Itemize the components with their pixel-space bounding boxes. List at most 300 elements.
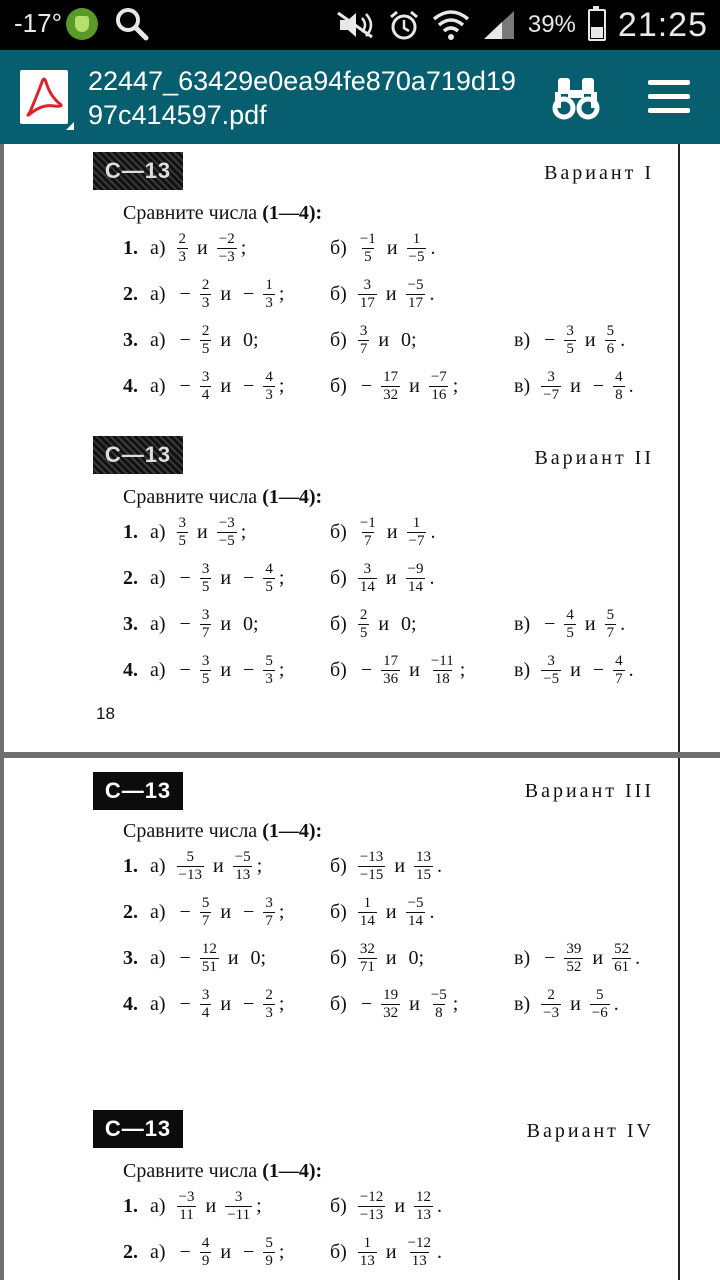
fraction (381, 369, 400, 404)
exercise-number: 1. (123, 1195, 138, 1217)
part-label: а) (150, 900, 166, 923)
numerator: 5 (606, 322, 615, 339)
fraction (429, 369, 449, 404)
document-title: 22447_63429e0ea94fe870a719d1997c414597.pdf (88, 66, 516, 130)
denominator: 7 (201, 912, 210, 929)
math-symbol: . (620, 612, 626, 635)
exercise-number: 3. (123, 947, 138, 969)
math-symbol: ; (452, 374, 459, 397)
exercise-row (4, 364, 674, 408)
denominator: 7 (265, 912, 273, 929)
fraction (233, 849, 253, 884)
exercise-part (150, 510, 246, 554)
fraction (263, 1235, 275, 1270)
overflow-indicator (66, 122, 74, 130)
numerator: 17 (383, 368, 399, 385)
denominator: 36 (383, 670, 399, 687)
variant-title: Вариант II (534, 447, 654, 469)
part-label: б) (330, 1240, 347, 1263)
exercise-part (330, 556, 435, 600)
exercise-number: 3. (123, 613, 138, 635)
denominator: −13 (359, 1206, 384, 1223)
denominator: 7 (201, 624, 210, 641)
numerator: −3 (218, 514, 235, 531)
fraction (564, 941, 583, 976)
math-symbol: . (635, 946, 641, 969)
part-label: б) (330, 658, 347, 681)
conjunction: и (197, 236, 208, 259)
menu-icon[interactable] (648, 80, 690, 114)
fraction (200, 369, 212, 404)
numerator: 2 (265, 986, 273, 1003)
numerator: 2 (178, 230, 187, 247)
variant-title: Вариант IV (526, 1120, 654, 1142)
math-symbol: − (179, 946, 191, 969)
math-symbol: . (430, 236, 436, 259)
numerator: −7 (430, 368, 447, 385)
exercise-part (330, 982, 458, 1026)
denominator: 9 (201, 1252, 210, 1269)
part-label: а) (150, 658, 166, 681)
task-intro: Сравните числа (1—4): (123, 486, 323, 508)
math-symbol: − (179, 328, 191, 351)
numerator: 2 (201, 322, 210, 339)
exercise-row (4, 318, 674, 362)
denominator: 7 (606, 624, 615, 641)
fraction (225, 1189, 252, 1224)
conjunction: и (570, 658, 581, 681)
numerator: 52 (614, 940, 630, 957)
math-symbol: ; (452, 992, 459, 1015)
denominator: 3 (265, 386, 273, 403)
exercise-row (4, 226, 674, 270)
fraction (358, 561, 377, 596)
denominator: 8 (615, 386, 623, 403)
exercise-number: 4. (123, 375, 138, 397)
exercise-part (150, 364, 284, 408)
math-symbol: . (437, 1194, 443, 1217)
denominator: 5 (265, 578, 273, 595)
fraction (541, 653, 561, 688)
conjunction: и (386, 520, 398, 543)
signal-icon (482, 9, 516, 41)
exercise-row (4, 1230, 674, 1274)
conjunction: и (584, 328, 596, 351)
fraction (358, 323, 370, 358)
fraction (263, 277, 275, 312)
fraction (358, 941, 377, 976)
exercise-part (514, 982, 619, 1026)
math-symbol: ; (278, 282, 285, 305)
fraction (263, 561, 275, 596)
conjunction: и (220, 374, 232, 397)
math-symbol: − (179, 1240, 191, 1263)
conjunction: и (220, 658, 232, 681)
conjunction: и (409, 658, 420, 681)
part-label: б) (330, 282, 347, 305)
fraction (414, 1189, 433, 1224)
denominator: 16 (431, 386, 447, 403)
numerator: −3 (178, 1188, 195, 1205)
math-symbol: . (429, 900, 435, 923)
fraction (200, 941, 219, 976)
numerator: −12 (407, 1234, 432, 1251)
exercise-number: 2. (123, 283, 138, 305)
math-symbol: ; (278, 374, 285, 397)
exercise-row (4, 510, 674, 554)
denominator: 13 (359, 1252, 375, 1269)
conjunction: и (220, 282, 232, 305)
denominator: 5 (566, 624, 574, 641)
math-symbol: 0; (401, 328, 417, 351)
fraction (414, 849, 433, 884)
part-label: а) (150, 236, 166, 259)
denominator: −3 (543, 1004, 560, 1021)
denominator: 5 (201, 578, 210, 595)
denominator: 18 (434, 670, 450, 687)
exercise-number: 2. (123, 567, 138, 589)
numerator: 5 (265, 652, 273, 669)
fraction (200, 653, 212, 688)
conjunction: и (409, 374, 420, 397)
fraction (613, 653, 625, 688)
fraction (200, 607, 212, 642)
math-symbol: − (243, 566, 255, 589)
exercise-part (330, 1230, 442, 1274)
page-number: 18 (96, 704, 115, 723)
conjunction: и (394, 854, 406, 877)
denominator: 5 (178, 532, 187, 549)
fraction (358, 1189, 385, 1224)
denominator: 5 (566, 340, 574, 357)
denominator: 51 (201, 958, 217, 975)
numerator: 3 (566, 322, 574, 339)
temperature-readout: -17° (14, 8, 62, 38)
conjunction: и (227, 946, 239, 969)
wifi-icon (432, 9, 470, 41)
numerator: 3 (234, 1188, 243, 1205)
denominator: 11 (179, 1206, 194, 1223)
exercise-part (150, 982, 284, 1026)
denominator: 7 (359, 340, 368, 357)
status-bar (0, 0, 720, 50)
math-symbol: − (179, 566, 191, 589)
fraction (381, 653, 400, 688)
conjunction: и (378, 328, 390, 351)
numerator: 1 (412, 514, 421, 531)
exercise-part (330, 648, 465, 692)
fraction (613, 369, 625, 404)
numerator: 39 (566, 940, 582, 957)
math-symbol: . (628, 658, 634, 681)
math-symbol: . (628, 374, 634, 397)
numerator: 4 (615, 652, 623, 669)
exercise-number: 1. (123, 521, 138, 543)
fraction (429, 653, 456, 688)
math-symbol: − (179, 658, 191, 681)
fraction (429, 987, 449, 1022)
numerator: −13 (359, 848, 384, 865)
exercise-part (514, 648, 634, 692)
conjunction: и (220, 900, 232, 923)
fraction (407, 515, 427, 550)
denominator: 3 (265, 1004, 273, 1021)
exercise-row (4, 1184, 674, 1228)
math-symbol: 0; (408, 946, 425, 969)
denominator: 52 (566, 958, 582, 975)
math-symbol: 0; (250, 946, 267, 969)
exercise-number: 4. (123, 659, 138, 681)
exercise-row (4, 982, 674, 1026)
part-label: б) (330, 612, 347, 635)
fraction (200, 1235, 212, 1270)
part-label: б) (330, 946, 347, 969)
fraction (358, 231, 378, 266)
denominator: 3 (178, 248, 187, 265)
fraction (605, 607, 617, 642)
math-symbol: − (179, 900, 191, 923)
page-divider (678, 758, 680, 1280)
exercise-part (330, 510, 435, 554)
conjunction: и (378, 612, 390, 635)
exercise-row (4, 936, 674, 980)
denominator: −3 (218, 248, 235, 265)
denominator: 14 (408, 912, 424, 929)
numerator: −5 (234, 848, 251, 865)
numerator: −12 (359, 1188, 384, 1205)
exercise-part (330, 364, 458, 408)
fraction (177, 515, 189, 550)
numerator: 3 (363, 276, 372, 293)
pdf-page[interactable] (4, 758, 720, 1280)
math-symbol: − (179, 282, 191, 305)
exercise-part (150, 1230, 284, 1274)
section-badge: С—13 (93, 436, 183, 474)
part-label: б) (330, 236, 347, 259)
fraction (358, 515, 378, 550)
math-symbol: − (243, 1240, 255, 1263)
part-label: б) (330, 566, 347, 589)
part-label: а) (150, 612, 166, 635)
conjunction: и (385, 566, 397, 589)
fraction (263, 987, 275, 1022)
conjunction: и (220, 566, 232, 589)
part-label: в) (514, 612, 531, 635)
math-symbol: . (429, 282, 435, 305)
exercise-part (330, 890, 435, 934)
part-label: б) (330, 520, 347, 543)
part-label: а) (150, 1194, 166, 1217)
exercise-part (150, 556, 284, 600)
part-label: в) (514, 992, 531, 1015)
exercise-part (514, 318, 625, 362)
exercise-number: 2. (123, 901, 138, 923)
math-symbol: 0; (401, 612, 417, 635)
math-symbol: 0; (243, 612, 259, 635)
exercise-part (150, 648, 284, 692)
numerator: 19 (383, 986, 399, 1003)
numerator: −5 (407, 276, 424, 293)
fraction (406, 895, 426, 930)
math-symbol: . (620, 328, 626, 351)
numerator: 3 (178, 514, 187, 531)
numerator: 12 (201, 940, 217, 957)
conjunction: и (220, 612, 232, 635)
fraction (177, 231, 189, 266)
denominator: 5 (359, 624, 368, 641)
part-label: б) (330, 854, 347, 877)
math-symbol: ; (256, 854, 263, 877)
part-label: б) (330, 1194, 347, 1217)
denominator: 32 (383, 386, 399, 403)
part-label: а) (150, 1240, 166, 1263)
exercise-part (330, 272, 435, 316)
math-symbol: . (437, 1240, 443, 1263)
math-symbol: − (179, 612, 191, 635)
fraction (381, 987, 400, 1022)
math-symbol: 0; (243, 328, 259, 351)
fraction (358, 895, 377, 930)
alarm-icon (388, 9, 420, 41)
denominator: −5 (408, 248, 425, 265)
math-symbol: − (243, 992, 255, 1015)
math-symbol: − (243, 658, 255, 681)
part-label: а) (150, 282, 166, 305)
conjunction: и (385, 1240, 397, 1263)
conjunction: и (213, 854, 224, 877)
exercise-part (150, 318, 265, 362)
part-label: а) (150, 520, 166, 543)
fraction (263, 653, 275, 688)
conjunction: и (409, 992, 420, 1015)
exercise-row (4, 556, 674, 600)
exercise-part (514, 602, 625, 646)
exercise-part (330, 936, 430, 980)
math-symbol: . (429, 566, 435, 589)
denominator: 15 (416, 866, 432, 883)
task-intro: Сравните числа (1—4): (123, 820, 323, 842)
numerator: 3 (547, 368, 555, 385)
numerator: −1 (359, 230, 376, 247)
numerator: 3 (265, 894, 273, 911)
denominator: −7 (408, 532, 425, 549)
fraction (263, 895, 275, 930)
part-label: в) (514, 658, 531, 681)
math-symbol: ; (240, 520, 247, 543)
fraction (406, 277, 426, 312)
exercise-part (150, 936, 272, 980)
denominator: 61 (614, 958, 630, 975)
numerator: 3 (201, 986, 210, 1003)
binoculars-icon[interactable] (552, 74, 600, 122)
fraction (177, 849, 204, 884)
fraction (200, 561, 212, 596)
math-symbol: − (544, 612, 556, 635)
math-symbol: − (360, 658, 373, 681)
conjunction: и (220, 992, 232, 1015)
numerator: 1 (412, 230, 421, 247)
exercise-part (150, 272, 284, 316)
shield-icon (66, 8, 98, 40)
fraction (358, 277, 377, 312)
math-symbol: ; (278, 900, 285, 923)
fraction (590, 987, 610, 1022)
math-symbol: − (243, 282, 255, 305)
exercise-part (514, 936, 640, 980)
math-symbol: − (179, 992, 191, 1015)
denominator: 5 (364, 248, 372, 265)
numerator: 3 (363, 560, 372, 577)
denominator: 3 (265, 294, 273, 311)
denominator: −5 (218, 532, 235, 549)
exercise-number: 2. (123, 1241, 138, 1263)
fraction (200, 987, 212, 1022)
exercise-row (4, 648, 674, 692)
numerator: −2 (218, 230, 235, 247)
numerator: 12 (416, 1188, 432, 1205)
denominator: −5 (543, 670, 560, 687)
numerator: 3 (201, 652, 210, 669)
conjunction: и (570, 992, 581, 1015)
denominator: 17 (359, 294, 375, 311)
math-symbol: . (437, 854, 443, 877)
denominator: 13 (416, 1206, 432, 1223)
denominator: 13 (411, 1252, 427, 1269)
numerator: 5 (265, 1234, 273, 1251)
fraction (358, 607, 370, 642)
fraction (358, 1235, 377, 1270)
part-label: а) (150, 566, 166, 589)
math-symbol: ; (459, 658, 466, 681)
part-label: в) (514, 946, 531, 969)
part-label: а) (150, 328, 166, 351)
fraction (605, 323, 617, 358)
conjunction: и (220, 1240, 232, 1263)
exercise-row (4, 844, 674, 888)
math-symbol: ; (240, 236, 247, 259)
part-label: б) (330, 992, 347, 1015)
denominator: 3 (265, 670, 273, 687)
exercise-part (150, 602, 265, 646)
fraction (200, 277, 212, 312)
numerator: 17 (383, 652, 399, 669)
math-symbol: − (179, 374, 191, 397)
denominator: 8 (435, 1004, 443, 1021)
part-label: а) (150, 992, 166, 1015)
battery-icon (588, 9, 606, 41)
variant-title: Вариант I (544, 162, 654, 184)
denominator: 4 (201, 386, 210, 403)
pdf-icon[interactable] (20, 70, 68, 124)
fraction (541, 987, 561, 1022)
conjunction: и (385, 282, 397, 305)
exercise-row (4, 602, 674, 646)
math-symbol: ; (278, 1240, 285, 1263)
denominator: 5 (201, 340, 210, 357)
math-symbol: . (613, 992, 619, 1015)
fraction (200, 323, 212, 358)
pdf-page[interactable] (4, 144, 720, 752)
numerator: 3 (547, 652, 555, 669)
part-label: а) (150, 946, 166, 969)
math-symbol: ; (256, 1194, 262, 1217)
denominator: 14 (408, 578, 424, 595)
denominator: 3 (201, 294, 210, 311)
numerator: 2 (359, 606, 368, 623)
fraction (407, 231, 427, 266)
conjunction: и (584, 612, 596, 635)
conjunction: и (394, 1194, 406, 1217)
